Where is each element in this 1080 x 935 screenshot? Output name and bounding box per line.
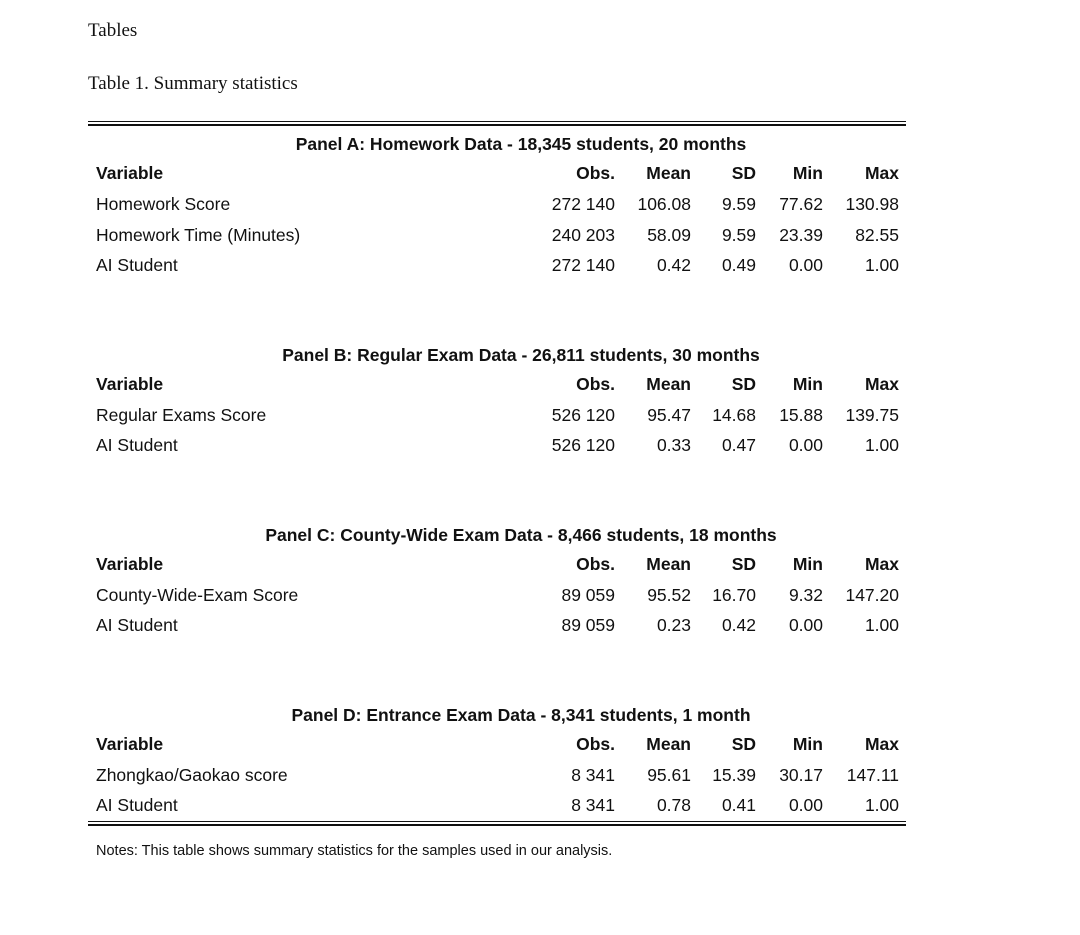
cell-max: 1.00 [864, 615, 899, 635]
table-row [88, 790, 906, 821]
cell-min: 30.17 [779, 764, 823, 785]
column-header-mean: Mean [646, 373, 691, 394]
cell-max: 82.55 [855, 224, 899, 245]
panel-title [88, 521, 906, 549]
column-header-mean: Mean [646, 733, 691, 754]
cell-sd: 0.49 [721, 255, 756, 275]
column-header-variable: Variable [96, 373, 164, 394]
cell-min: 23.39 [779, 224, 823, 245]
column-header-max: Max [864, 553, 899, 574]
panel-title-text: Panel B: Regular Exam Data - 26,811 students, 30 months [282, 344, 760, 365]
table-bottom-rule [88, 821, 906, 822]
cell-mean: 58.09 [647, 224, 691, 245]
panel-title [88, 701, 906, 729]
cell-max: 1.00 [864, 255, 899, 275]
cell-variable: AI Student [96, 435, 178, 455]
column-header-sd: SD [731, 373, 756, 394]
cell-variable: Homework Time (Minutes) [96, 224, 301, 245]
cell-obs: 526 120 [551, 404, 615, 425]
table-caption: Table 1. Summary statistics [88, 73, 298, 94]
column-header-min: Min [792, 553, 823, 574]
cell-sd: 9.59 [721, 224, 756, 245]
cell-mean: 95.52 [647, 584, 691, 605]
cell-mean: 106.08 [637, 194, 691, 214]
cell-variable: Zhongkao/Gaokao score [96, 764, 288, 785]
table-row [88, 430, 906, 461]
panel-spacer [88, 461, 906, 521]
table-row [88, 760, 906, 791]
panel-spacer [88, 641, 906, 701]
column-header-sd: SD [731, 553, 756, 574]
table-row [88, 400, 906, 431]
cell-min: 0.00 [788, 435, 823, 455]
column-header-obs: Obs. [576, 553, 615, 574]
cell-sd: 0.41 [721, 795, 756, 815]
cell-obs: 272 140 [551, 255, 615, 275]
column-header-variable: Variable [96, 733, 164, 754]
cell-min: 0.00 [788, 615, 823, 635]
table-row [88, 189, 906, 220]
cell-obs: 240 203 [551, 224, 615, 245]
cell-max: 130.98 [845, 194, 899, 214]
column-header-mean: Mean [646, 163, 691, 183]
panel-spacer [88, 281, 906, 341]
cell-mean: 95.47 [647, 404, 691, 425]
cell-sd: 15.39 [712, 764, 756, 785]
cell-mean: 0.78 [656, 795, 691, 815]
column-header-obs: Obs. [576, 733, 615, 754]
cell-min: 0.00 [788, 795, 823, 815]
cell-max: 1.00 [864, 435, 899, 455]
cell-variable: Regular Exams Score [96, 404, 267, 425]
panel-header-row [88, 158, 906, 189]
cell-mean: 0.42 [656, 255, 691, 275]
panel-title-text: Panel C: County-Wide Exam Data - 8,466 students, 18 months [265, 524, 777, 545]
column-header-obs: Obs. [576, 373, 615, 394]
column-header-min: Min [792, 733, 823, 754]
cell-min: 9.32 [788, 584, 823, 605]
panel-title [88, 341, 906, 369]
cell-obs: 8 341 [571, 764, 615, 785]
column-header-max: Max [864, 733, 899, 754]
column-header-obs: Obs. [576, 163, 615, 183]
cell-min: 77.62 [779, 194, 823, 214]
table-top-rule [88, 121, 906, 122]
panel-header-row [88, 729, 906, 760]
cell-variable: Homework Score [96, 194, 231, 214]
column-header-max: Max [864, 163, 899, 183]
summary-statistics-table [88, 121, 906, 826]
cell-mean: 0.33 [656, 435, 691, 455]
panel-header-row [88, 369, 906, 400]
table-bottom-rule-thick [88, 824, 906, 826]
cell-max: 1.00 [864, 795, 899, 815]
table-row [88, 610, 906, 641]
column-header-min: Min [792, 163, 823, 183]
cell-min: 0.00 [788, 255, 823, 275]
section-heading: Tables [88, 20, 138, 41]
cell-max: 139.75 [845, 404, 899, 425]
cell-mean: 0.23 [656, 615, 691, 635]
panel-title-text: Panel A: Homework Data - 18,345 students, 20 months [295, 134, 747, 154]
column-header-max: Max [864, 373, 899, 394]
cell-sd: 14.68 [712, 404, 756, 425]
cell-max: 147.11 [846, 764, 899, 785]
panel-title [88, 130, 906, 158]
column-header-variable: Variable [96, 163, 164, 183]
cell-max: 147.20 [845, 584, 899, 605]
table-row [88, 580, 906, 611]
cell-sd: 0.47 [721, 435, 756, 455]
cell-variable: County-Wide-Exam Score [96, 584, 299, 605]
cell-obs: 272 140 [551, 194, 615, 214]
column-header-min: Min [792, 373, 823, 394]
cell-min: 15.88 [779, 404, 823, 425]
cell-sd: 9.59 [721, 194, 756, 214]
table-row [88, 250, 906, 281]
panel-header-row [88, 549, 906, 580]
cell-mean: 95.61 [647, 764, 691, 785]
cell-obs: 8 341 [571, 795, 615, 815]
cell-obs: 526 120 [551, 435, 615, 455]
cell-obs: 89 059 [561, 615, 615, 635]
table-notes: Notes: This table shows summary statistics for the samples used in our analysis. [96, 843, 613, 859]
cell-sd: 16.70 [712, 584, 756, 605]
panel-title-text: Panel D: Entrance Exam Data - 8,341 students, 1 month [291, 704, 751, 725]
panels-container [88, 126, 906, 821]
cell-obs: 89 059 [561, 584, 615, 605]
table-row [88, 220, 906, 251]
column-header-variable: Variable [96, 553, 164, 574]
column-header-sd: SD [731, 163, 756, 183]
column-header-mean: Mean [646, 553, 691, 574]
cell-variable: AI Student [96, 615, 178, 635]
cell-sd: 0.42 [721, 615, 756, 635]
cell-variable: AI Student [96, 255, 178, 275]
cell-variable: AI Student [96, 795, 178, 815]
column-header-sd: SD [731, 733, 756, 754]
